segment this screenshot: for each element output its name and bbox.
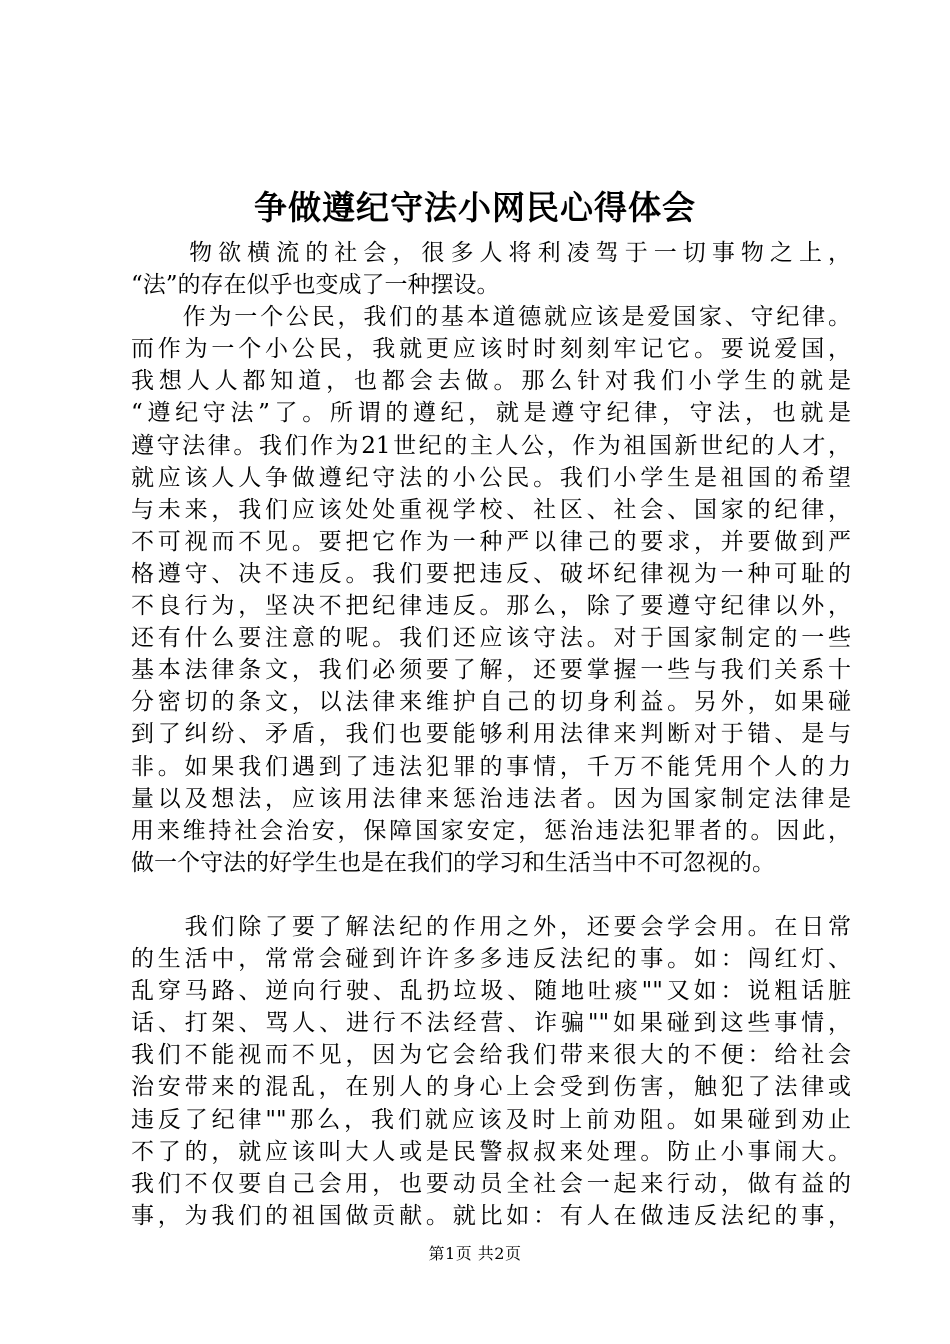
body-line: 我们除了要了解法纪的作用之外，还要会学会用。在日常 — [131, 913, 851, 940]
body-line: 格遵守、决不违反。我们要把违反、破坏纪律视为一种可耻的 — [131, 560, 851, 587]
body-line: 我想人人都知道，也都会去做。那么针对我们小学生的就是 — [131, 368, 851, 395]
body-line: 与未来，我们应该处处重视学校、社区、社会、国家的纪律， — [131, 496, 851, 523]
paragraph-spacer — [131, 879, 851, 911]
body-line: 的生活中，常常会碰到许许多多违反法纪的事。如：闯红灯、 — [131, 946, 851, 973]
body-line: 事，为我们的祖国做贡献。就比如：有人在做违反法纪的事， — [131, 1202, 851, 1229]
body-line: 不良行为，坚决不把纪律违反。那么，除了要遵守纪律以外， — [131, 593, 851, 620]
document-body — [131, 237, 851, 1232]
body-line: 非。如果我们遇到了违法犯罪的事情，千万不能凭用个人的力 — [131, 753, 851, 780]
body-line: 而作为一个小公民，我就更应该时时刻刻牢记它。要说爱国， — [131, 336, 851, 363]
body-line: “法”的存在似乎也变成了一种摆设。 — [131, 272, 500, 299]
body-line: 作为一个公民，我们的基本道德就应该是爱国家、守纪律。 — [131, 304, 851, 331]
body-line: 话、打架、骂人、进行不法经营、诈骗""如果碰到这些事情， — [131, 1010, 851, 1037]
body-line: 治安带来的混乱，在别人的身心上会受到伤害，触犯了法律或 — [131, 1074, 851, 1101]
body-line: 还有什么要注意的呢。我们还应该守法。对于国家制定的一些 — [131, 625, 851, 652]
document-title: 争做遵纪守法小网民心得体会 — [254, 188, 696, 227]
body-line: 量以及想法，应该用法律来惩治违法者。因为国家制定法律是 — [131, 785, 851, 812]
body-line: 做一个守法的好学生也是在我们的学习和生活当中不可忽视的。 — [131, 849, 775, 876]
body-line: 到了纠纷、矛盾，我们也要能够利用法律来判断对于错、是与 — [131, 721, 851, 748]
body-line: 就应该人人争做遵纪守法的小公民。我们小学生是祖国的希望 — [131, 464, 851, 491]
body-line: 物欲横流的社会，很多人将利凌驾于一切事物之上， — [131, 240, 851, 266]
body-line: 不了的，就应该叫大人或是民警叔叔来处理。防止小事闹大。 — [131, 1138, 851, 1165]
body-line: 违反了纪律""那么，我们就应该及时上前劝阻。如果碰到劝止 — [131, 1106, 851, 1133]
body-line: 基本法律条文，我们必须要了解，还要掌握一些与我们关系十 — [131, 657, 851, 684]
body-line: 分密切的条文，以法律来维护自己的切身利益。另外，如果碰 — [131, 689, 851, 716]
page-footer: 第1页 共2页 — [428, 1244, 522, 1263]
body-line: 用来维持社会治安，保障国家安定，惩治违法犯罪者的。因此， — [131, 817, 851, 844]
body-line: “遵纪守法”了。所谓的遵纪，就是遵守纪律，守法，也就是 — [131, 400, 851, 427]
body-line: 遵守法律。我们作为21世纪的主人公，作为祖国新世纪的人才， — [131, 432, 851, 459]
body-line: 不可视而不见。要把它作为一种严以律己的要求，并要做到严 — [131, 528, 851, 555]
body-line: 我们不能视而不见，因为它会给我们带来很大的不便：给社会 — [131, 1042, 851, 1069]
body-line: 我们不仅要自己会用，也要动员全社会一起来行动，做有益的 — [131, 1170, 851, 1197]
body-line: 乱穿马路、逆向行驶、乱扔垃圾、随地吐痰""又如：说粗话脏 — [131, 978, 851, 1005]
